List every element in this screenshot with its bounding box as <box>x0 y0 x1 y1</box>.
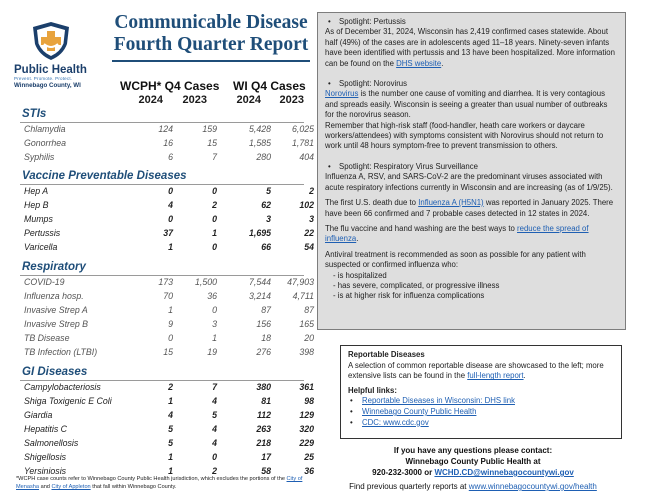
section-vpd-title: Vaccine Preventable Diseases <box>22 170 187 182</box>
public-health-logo <box>14 20 90 90</box>
antiviral-item: - has severe, complicated, or progressive illness <box>333 280 500 290</box>
year-wcph-2024: 2024 <box>138 94 163 106</box>
report-title-line-1: Communicable Disease <box>114 12 308 33</box>
table-row: Shigellosis 1 0 17 25 <box>24 452 314 462</box>
table-row: Giardia 4 5 112 129 <box>24 410 314 420</box>
section-divider <box>20 380 304 381</box>
list-item <box>348 396 614 407</box>
footnote: *WCPH case counts refer to Winnebago County Public Health jurisdiction, which excludes the portions of the City of Menasha and City of Appleton that fall within Winnebago County. <box>16 476 303 490</box>
list-item <box>348 418 614 429</box>
city-of-menasha-link[interactable]: City of Menasha <box>16 476 303 490</box>
norovirus-link[interactable]: Norovirus <box>325 89 359 99</box>
logo-tagline: Prevent. Promote. Protect. <box>14 76 73 81</box>
spotlight-norovirus-body-2: Remember that high-risk staff (food-handler, heath care workers or daycare workers/attendees) with symptoms consistent with Norovirus should not return to work until 48 hours symptom-free to prevent transmission to others. <box>325 120 604 151</box>
year-wi-2024: 2024 <box>236 94 261 106</box>
contact-email-link[interactable]: WCHD.CD@winnebagocountywi.gov <box>434 468 574 477</box>
contact-block <box>320 445 626 492</box>
h5n1-paragraph: The first U.S. death due to Influenza A (H5N1) was reported in January 2025. There have been 66 confirmed and 7 probable cases detected in 12 states in 2024. <box>325 198 614 218</box>
spotlight-pertussis-heading: • Spotlight: Pertussis <box>325 17 618 27</box>
report-title <box>112 12 310 56</box>
table-row: Invasive Strep B 9 3 156 165 <box>24 319 314 329</box>
influenza-h5n1-link[interactable]: Influenza A (H5N1) <box>418 198 484 208</box>
table-row: Mumps 0 0 3 3 <box>24 214 314 224</box>
city-of-appleton-link[interactable]: City of Appleton <box>51 484 91 490</box>
contact-line-2: Winnebago County Public Health at <box>405 457 541 466</box>
spotlight-panel <box>317 12 626 330</box>
table-row: Campylobacteriosis 2 7 380 361 <box>24 382 314 392</box>
table-row: Shiga Toxigenic E Coli 1 4 81 98 <box>24 396 314 406</box>
helpful-links-title: Helpful links: <box>348 385 397 395</box>
section-divider <box>20 184 304 185</box>
spotlight-respiratory-body: Influenza A, RSV, and SARS-CoV-2 are the predominant viruses associated with acute respiratory infections currently in Wisconsin and are increasing (as of 1/9/25). <box>325 172 613 192</box>
table-row: TB Infection (LTBI) 15 19 276 398 <box>24 347 314 357</box>
table-row: Pertussis 37 1 1,695 22 <box>24 228 314 238</box>
wi-header: WI Q4 Cases <box>233 79 306 93</box>
reportable-diseases-text: A selection of common reportable disease are showcased to the left; more extensive lists can be found in the full-length report. <box>348 360 604 381</box>
table-row: Invasive Strep A 1 0 87 87 <box>24 305 314 315</box>
antiviral-item: - is at higher risk for influenza complications <box>333 291 485 301</box>
spotlight-respiratory-heading: • Spotlight: Respiratory Virus Surveillance <box>325 162 618 172</box>
previous-reports-link[interactable]: www.winnebagocountywi.gov/health <box>468 482 597 491</box>
full-length-report-link[interactable]: full-length report <box>467 371 524 381</box>
title-underline <box>112 60 310 62</box>
year-wcph-2023: 2023 <box>182 94 207 106</box>
previous-reports-line: Find previous quarterly reports at www.winnebagocountywi.gov/health <box>349 482 597 491</box>
dhs-reportable-link[interactable]: Reportable Diseases in Wisconsin: DHS link <box>362 396 515 406</box>
table-row: Influenza hosp. 70 36 3,214 4,711 <box>24 291 314 301</box>
list-item <box>348 407 614 418</box>
logo-county: Winnebago County, WI <box>14 82 81 89</box>
reportable-diseases-title: Reportable Diseases <box>348 350 425 359</box>
table-row: Hep A 0 0 5 2 <box>24 186 314 196</box>
section-divider <box>20 275 304 276</box>
logo-name: Public Health <box>14 64 87 76</box>
wcph-header: WCPH* Q4 Cases <box>120 79 220 93</box>
report-title-line-2: Fourth Quarter Report <box>113 34 309 55</box>
section-stis-title: STIs <box>22 108 47 120</box>
helpful-links-list <box>348 396 614 428</box>
table-row: Syphilis 6 7 280 404 <box>24 152 314 162</box>
table-row: COVID-19 173 1,500 7,544 47,903 <box>24 277 314 287</box>
cdc-link[interactable]: CDC: www.cdc.gov <box>362 417 429 427</box>
spotlight-norovirus-heading: • Spotlight: Norovirus <box>325 79 618 89</box>
shield-cross-icon <box>29 20 73 62</box>
section-respiratory-title: Respiratory <box>22 261 86 273</box>
table-row: Hep B 4 2 62 102 <box>24 200 314 210</box>
table-row: Salmonellosis 5 4 218 229 <box>24 438 314 448</box>
table-row: Varicella 1 0 66 54 <box>24 242 314 252</box>
antiviral-item: - is hospitalized <box>333 270 387 280</box>
spotlight-norovirus-body: Norovirus is the number one cause of vomiting and diarrhea. It is very contagious and spreads easily. Wisconsin is seeing a greater than usual number of outbreaks for the norovirus season. <box>325 89 608 120</box>
table-row: Chlamydia 124 159 5,428 6,025 <box>24 124 314 134</box>
section-divider <box>20 122 304 123</box>
dhs-website-link[interactable]: DHS website <box>396 58 442 68</box>
reduce-spread-influenza-link[interactable]: reduce the spread of influenza <box>325 223 589 244</box>
table-row: Gonorrhea 16 15 1,585 1,781 <box>24 138 314 148</box>
table-row: Hepatitis C 5 4 263 320 <box>24 424 314 434</box>
reportable-diseases-box <box>340 345 622 439</box>
year-wi-2023: 2023 <box>279 94 304 106</box>
table-row: Yersiniosis 1 2 58 36 <box>24 466 314 476</box>
section-gi-title: GI Diseases <box>22 366 88 378</box>
spotlight-pertussis-body: As of December 31, 2024, Wisconsin has 2,419 confirmed cases statewide. About half (49%) of the cases are in adolescents aged 11–18 years. Ninety-seven infants have been identified with pertussis and 13 have been hospitalized. More information can be found on the DHS website. <box>325 27 615 68</box>
table-row: TB Disease 0 1 18 20 <box>24 333 314 343</box>
flu-vaccine-paragraph: The flu vaccine and hand washing are the best ways to reduce the spread of influenza. <box>325 223 589 244</box>
contact-line-3: 920-232-3000 or WCHD.CD@winnebagocountywi.gov <box>372 468 574 477</box>
contact-line-1: If you have any questions please contact: <box>393 446 553 455</box>
antiviral-paragraph: Antiviral treatment is recommended as soon as possible for any patient with suspected or confirmed influenza who: <box>325 249 586 270</box>
winnebago-health-link[interactable]: Winnebago County Public Health <box>362 406 477 416</box>
